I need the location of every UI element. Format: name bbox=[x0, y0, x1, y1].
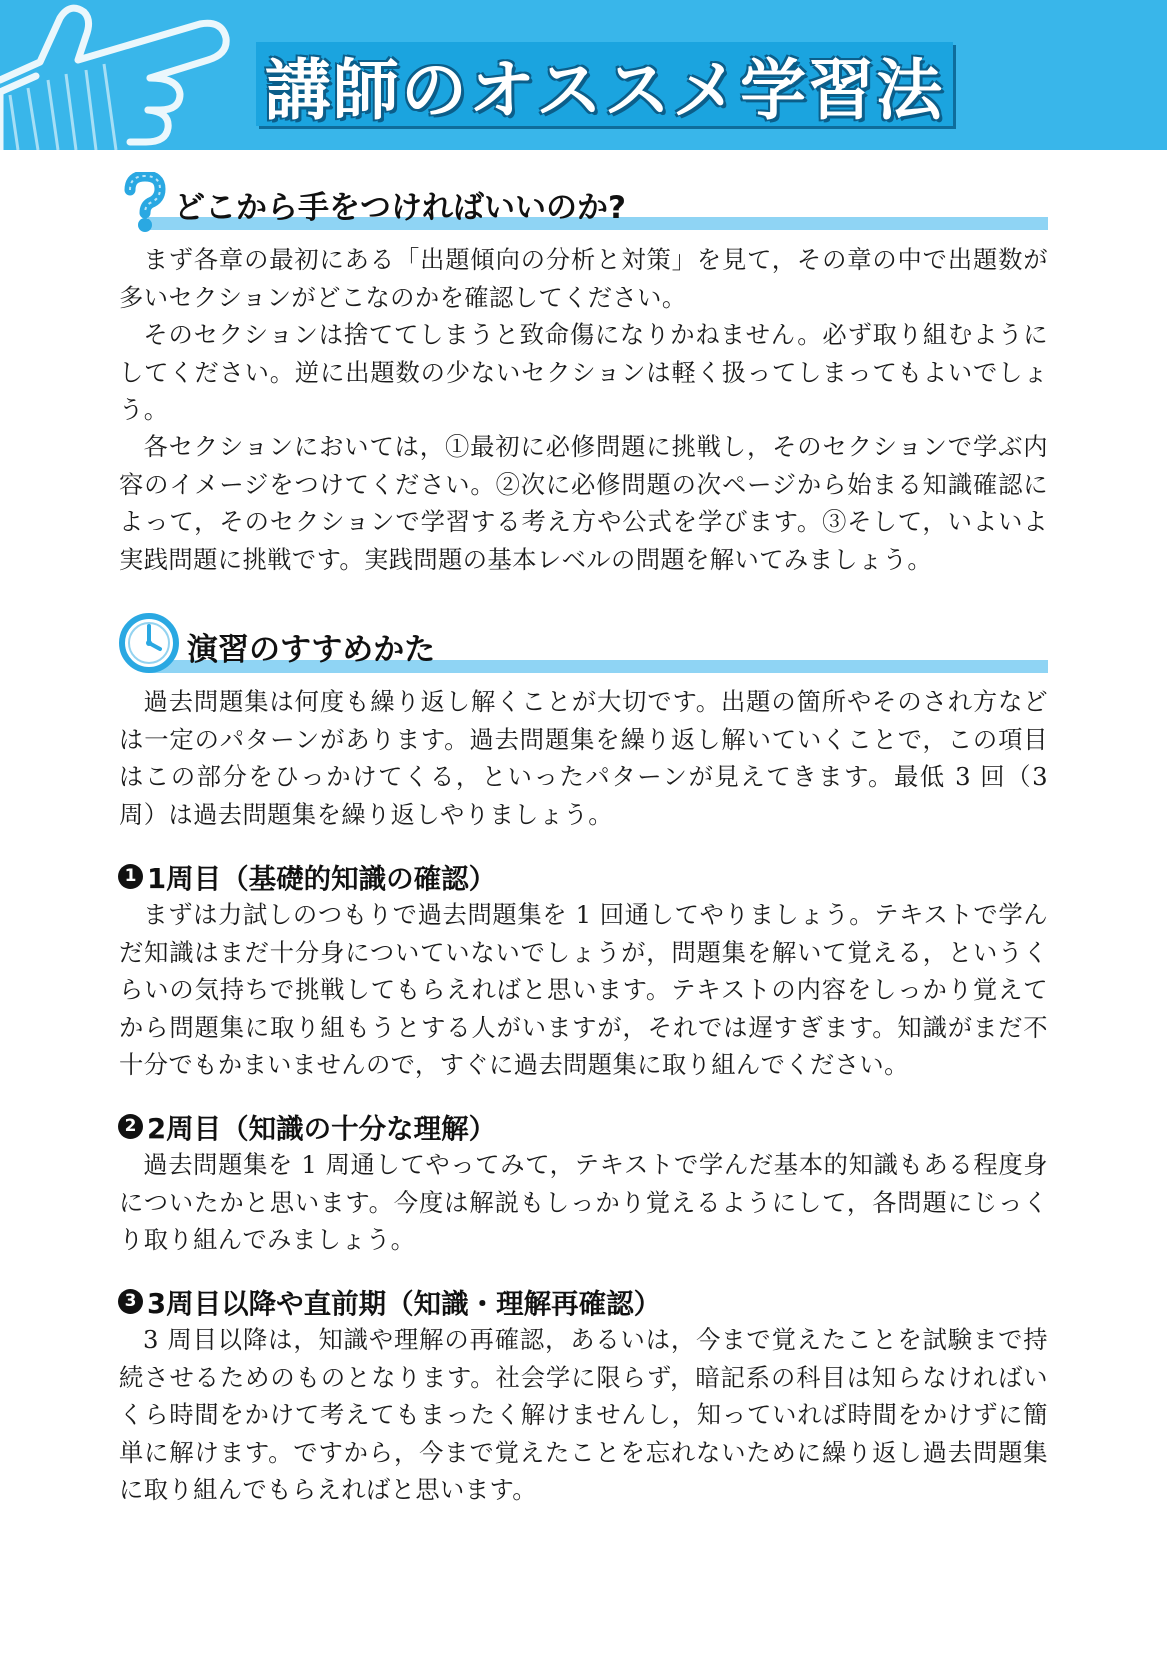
step2-heading-text: 2周目（知識の十分な理解） bbox=[147, 1113, 497, 1145]
step2-number-badge: 2 bbox=[118, 1114, 143, 1139]
section2-heading bbox=[118, 612, 1048, 676]
header-banner bbox=[0, 0, 1167, 150]
step2-heading bbox=[118, 1106, 496, 1146]
page-title: 講師のオススメ学習法 bbox=[264, 51, 945, 129]
step1-heading bbox=[118, 856, 496, 896]
step3-heading bbox=[118, 1281, 661, 1321]
step1-heading-text: 1周目（基礎的知識の確認） bbox=[147, 863, 497, 895]
section2-title: 演習のすすめかた bbox=[187, 632, 436, 668]
step1-number-badge: 1 bbox=[118, 864, 143, 889]
section2-intro: 過去問題集は何度も繰り返し解くことが大切です。出題の箇所やそのされ方などは一定のパターンがあります。過去問題集を繰り返し解いていくことで，この項目はこの部分をひっかけてくる，といったパターンが見えてきます。最低 3 回（3 周）は過去問題集を繰り返しやりましょう。 bbox=[119, 687, 1048, 829]
step1-text: まずは力試しのつもりで過去問題集を 1 回通してやりましょう。テキストで学んだ知識はまだ十分身についていないでしょうが，問題集を解いて覚える，というくらいの気持ちで挑戦してもらえればと思います。テキストの内容をしっかり覚えてから問題集に取り組もうとする人がいますが，それでは遅すぎます。知識がまだ不十分でもかまいませんので，すぐに過去問題集に取り組んでください。 bbox=[119, 900, 1048, 1079]
section1-paragraph-1: まず各章の最初にある「出題傾向の分析と対策」を見て，その章の中で出題数が多いセクションがどこなのかを確認してください。 bbox=[119, 245, 1048, 312]
step2-text: 過去問題集を 1 周通してやってみて，テキストで学んだ基本的知識もある程度身についたかと思います。今度は解説もしっかり覚えるようにして，各問題にじっくり取り組んでみましょう。 bbox=[119, 1150, 1048, 1254]
title-box bbox=[256, 42, 953, 129]
step3-number-badge: 3 bbox=[118, 1289, 143, 1314]
pointing-hand-icon bbox=[0, 0, 250, 150]
section1-paragraph-3: 各セクションにおいては，①最初に必修問題に挑戦し，そのセクションで学ぶ内容のイメージをつけてください。②次に必修問題の次ページから始まる知識確認によって，そのセクションで学習する考え方や公式を学びます。③そして，いよいよ実践問題に挑戦です。実践問題の基本レベルの問題を解いてみましょう。 bbox=[119, 432, 1048, 574]
question-mark-icon bbox=[118, 172, 170, 234]
section1-paragraph-2: そのセクションは捨ててしまうと致命傷になりかねません。必ず取り組むようにしてください。逆に出題数の少ないセクションは軽く扱ってしまってもよいでしょう。 bbox=[119, 320, 1048, 424]
clock-icon bbox=[118, 612, 180, 674]
section1-heading bbox=[118, 172, 1048, 232]
step3-heading-text: 3周目以降や直前期（知識・理解再確認） bbox=[147, 1288, 662, 1320]
step3-text: 3 周目以降は，知識や理解の再確認，あるいは，今まで覚えたことを試験まで持続させるためのものとなります。社会学に限らず，暗記系の科目は知らなければいくら時間をかけて考えてもまったく解けませんし，知っていれば時間をかけずに簡単に解けます。ですから，今まで覚えたことを忘れないために繰り返し過去問題集に取り組んでもらえればと思います。 bbox=[119, 1325, 1048, 1504]
section1-title: どこから手をつければいいのか? bbox=[174, 190, 626, 226]
